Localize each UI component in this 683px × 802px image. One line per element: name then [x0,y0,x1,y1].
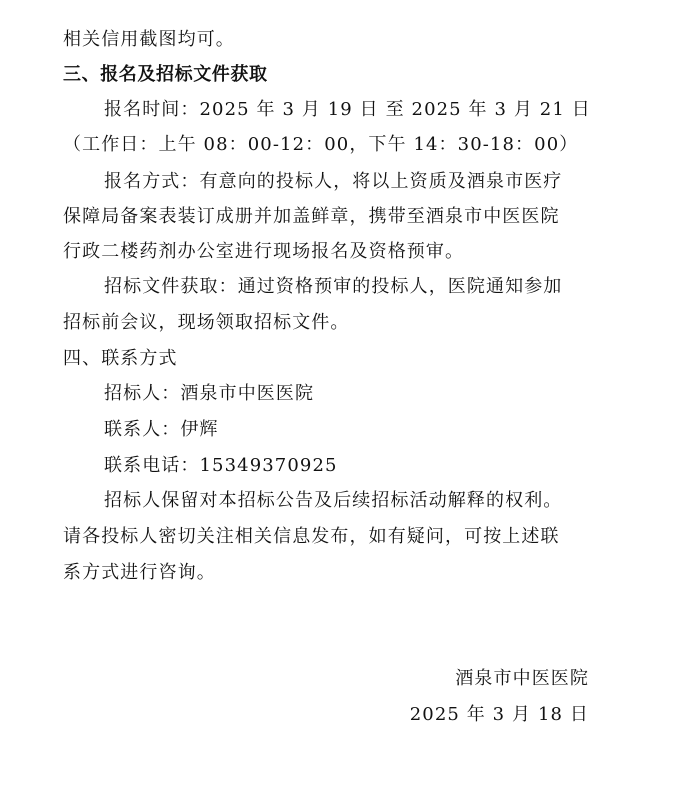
tender-doc-line-2: 招标前会议，现场领取招标文件。 [63,312,350,333]
registration-method-line-1: 报名方式：有意向的投标人，将以上资质及酒泉市医疗 [104,171,563,192]
registration-method-line-2: 保障局备案表装订成册并加盖鲜章，携带至酒泉市中医医院 [63,206,560,227]
contact-person: 联系人：伊辉 [104,419,219,440]
contact-phone: 联系电话：15349370925 [104,455,338,476]
notice-line-2: 系方式进行咨询。 [63,562,216,583]
signature-org: 酒泉市中医医院 [455,668,589,689]
tender-doc-line-1: 招标文件获取：通过资格预审的投标人，医院通知参加 [104,276,563,297]
section-heading-contact: 四、联系方式 [63,348,178,369]
notice-line-1: 请各投标人密切关注相关信息发布，如有疑问，可按上述联 [63,526,560,547]
tenderer: 招标人：酒泉市中医医院 [104,383,315,404]
section-heading-registration: 三、报名及招标文件获取 [63,64,268,85]
signature-date: 2025 年 3 月 18 日 [409,704,589,725]
registration-method-line-3: 行政二楼药剂办公室进行现场报名及资格预审。 [63,241,465,262]
registration-time: 报名时间：2025 年 3 月 19 日 至 2025 年 3 月 21 日 [104,99,591,120]
working-hours: （工作日：上午 08：00-12：00，下午 14：30-18：00） [63,134,579,155]
text-line-credit-screenshot: 相关信用截图均可。 [63,29,235,50]
rights-reserved: 招标人保留对本招标公告及后续招标活动解释的权利。 [104,490,563,511]
